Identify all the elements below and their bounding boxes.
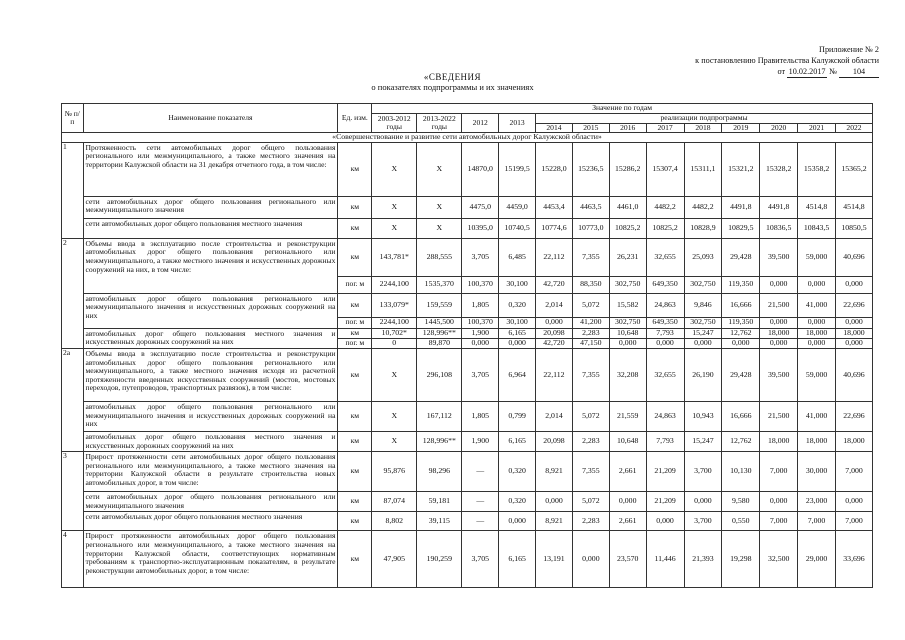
table-row xyxy=(62,492,873,512)
header-year: 2022 xyxy=(836,123,873,133)
value-cell: 0,000 xyxy=(760,317,798,328)
value-cell: 15236,5 xyxy=(572,142,609,196)
value-cell: 21,393 xyxy=(684,531,722,588)
value-cell: 23,570 xyxy=(609,531,646,588)
value-cell: 59,000 xyxy=(798,238,836,276)
value-cell: 1,900 xyxy=(462,328,499,338)
value-cell: 4463,5 xyxy=(572,196,609,218)
value-cell: 133,079* xyxy=(372,293,417,317)
value-cell: 2,661 xyxy=(609,452,646,492)
value-cell: 10,648 xyxy=(609,328,646,338)
value-cell: 7,355 xyxy=(572,238,609,276)
header-year: 2012 xyxy=(462,114,499,133)
value-cell: 42,720 xyxy=(536,339,573,349)
table-row xyxy=(62,293,873,317)
value-cell: 18,000 xyxy=(760,431,798,451)
value-cell: 32,655 xyxy=(646,238,684,276)
value-cell: 10825,2 xyxy=(646,218,684,238)
value-cell: X xyxy=(372,218,417,238)
value-cell: X xyxy=(372,431,417,451)
header-year: 2020 xyxy=(760,123,798,133)
value-cell: 15358,2 xyxy=(798,142,836,196)
value-cell: 4491,8 xyxy=(722,196,760,218)
value-cell: 0,000 xyxy=(798,339,836,349)
value-cell: 15328,2 xyxy=(760,142,798,196)
value-cell: X xyxy=(372,142,417,196)
value-cell: 39,500 xyxy=(760,238,798,276)
value-cell: 296,108 xyxy=(417,348,462,401)
value-cell: 41,000 xyxy=(798,401,836,431)
value-cell: 5,072 xyxy=(572,401,609,431)
value-cell: 15,247 xyxy=(684,431,722,451)
value-cell: 6,964 xyxy=(499,348,536,401)
indicator-name: автомобильных дорог общего пользования местного значения и искусственных дорожных сооружений на них xyxy=(83,431,338,451)
value-cell: 302,750 xyxy=(609,276,646,293)
value-cell: 6,165 xyxy=(499,531,536,588)
header-realization: реализации подпрограммы xyxy=(536,114,873,124)
value-cell: 10836,5 xyxy=(760,218,798,238)
value-cell: 22,112 xyxy=(536,238,573,276)
value-cell: 5,072 xyxy=(572,293,609,317)
value-cell: 10,648 xyxy=(609,431,646,451)
value-cell: 0,000 xyxy=(609,492,646,512)
table-row xyxy=(62,142,873,196)
appendix-resolution: к постановлению Правительства Калужской области xyxy=(695,56,879,65)
value-cell: 190,259 xyxy=(417,531,462,588)
value-cell: 2,014 xyxy=(536,401,573,431)
value-cell: 0,000 xyxy=(836,492,873,512)
unit-cell: пог. м xyxy=(338,317,372,328)
value-cell: 24,863 xyxy=(646,401,684,431)
value-cell: 1,805 xyxy=(462,293,499,317)
value-cell: 32,500 xyxy=(760,531,798,588)
value-cell: 2,283 xyxy=(572,512,609,531)
value-cell: 8,921 xyxy=(536,452,573,492)
value-cell: 14870,0 xyxy=(462,142,499,196)
header-year: 2018 xyxy=(684,123,722,133)
section-title: «Совершенствование и развитие сети автомобильных дорог Калужской области» xyxy=(62,133,873,143)
unit-cell: км xyxy=(338,492,372,512)
row-number: 1 xyxy=(62,142,84,238)
value-cell: 24,863 xyxy=(646,293,684,317)
value-cell: 22,696 xyxy=(836,401,873,431)
unit-cell: пог. м xyxy=(338,276,372,293)
table-row xyxy=(62,328,873,338)
header-year: 2013 xyxy=(499,114,536,133)
value-cell: 21,209 xyxy=(646,452,684,492)
value-cell: 8,802 xyxy=(372,512,417,531)
indicator-name: Протяженность сети автомобильных дорог общего пользования регионального или межмуниципального, а также местного значения на территории Калужской области на 31 декабря отчетного года, в том числе: xyxy=(83,142,338,196)
value-cell: 15307,4 xyxy=(646,142,684,196)
value-cell: 15365,2 xyxy=(836,142,873,196)
value-cell: 143,781* xyxy=(372,238,417,276)
header-unit: Ед. изм. xyxy=(338,104,372,133)
header-year: 2021 xyxy=(798,123,836,133)
row-number: 3 xyxy=(62,452,84,531)
value-cell: 10,943 xyxy=(684,401,722,431)
value-cell: 20,098 xyxy=(536,328,573,338)
value-cell: 0,000 xyxy=(462,339,499,349)
value-cell: — xyxy=(462,512,499,531)
table-row xyxy=(62,218,873,238)
value-cell: 10773,0 xyxy=(572,218,609,238)
value-cell: 21,500 xyxy=(760,401,798,431)
unit-cell: км xyxy=(338,196,372,218)
value-cell: 10774,6 xyxy=(536,218,573,238)
value-cell: 4491,8 xyxy=(760,196,798,218)
value-cell: 12,762 xyxy=(722,431,760,451)
value-cell: 47,150 xyxy=(572,339,609,349)
indicator-name: автомобильных дорог общего пользования регионального или межмуниципального значения и искусственных дорожных сооружений на них xyxy=(83,401,338,431)
value-cell: 100,370 xyxy=(462,317,499,328)
value-cell: 2,014 xyxy=(536,293,573,317)
unit-cell: км xyxy=(338,512,372,531)
value-cell: 32,208 xyxy=(609,348,646,401)
header-values-by-year: Значение по годам xyxy=(372,104,873,114)
value-cell: 0,000 xyxy=(836,276,873,293)
value-cell: 649,350 xyxy=(646,276,684,293)
value-cell: 98,296 xyxy=(417,452,462,492)
value-cell: 19,298 xyxy=(722,531,760,588)
value-cell: 12,762 xyxy=(722,328,760,338)
value-cell: 32,655 xyxy=(646,348,684,401)
value-cell: 2244,100 xyxy=(372,276,417,293)
value-cell: 2,661 xyxy=(609,512,646,531)
document-title: «СВЕДЕНИЯ xyxy=(423,72,482,82)
value-cell: 10825,2 xyxy=(609,218,646,238)
value-cell: 4514,8 xyxy=(798,196,836,218)
value-cell: 30,000 xyxy=(798,452,836,492)
value-cell: 0,000 xyxy=(760,492,798,512)
value-cell: 6,485 xyxy=(499,238,536,276)
value-cell: 7,000 xyxy=(760,452,798,492)
unit-cell: км xyxy=(338,531,372,588)
value-cell: 302,750 xyxy=(609,317,646,328)
indicator-name: Объемы ввода в эксплуатацию после строительства и реконструкции автомобильных дорог общего пользования регионального или межмуниципального, а также местного значения исходя из расчетной протяженности введенных искусственных сооружений (мостов, мостовых переходов, путепроводов, транспортных развязок), в том числе: xyxy=(83,348,338,401)
value-cell: 18,000 xyxy=(798,431,836,451)
value-cell: 3,700 xyxy=(684,452,722,492)
value-cell: 21,209 xyxy=(646,492,684,512)
value-cell: X xyxy=(372,196,417,218)
unit-cell: км xyxy=(338,348,372,401)
value-cell: 6,165 xyxy=(499,328,536,338)
value-cell: 302,750 xyxy=(684,276,722,293)
value-cell: 10,702* xyxy=(372,328,417,338)
value-cell: 4482,2 xyxy=(684,196,722,218)
value-cell: 23,000 xyxy=(798,492,836,512)
unit-cell: пог. м xyxy=(338,339,372,349)
value-cell: 15286,2 xyxy=(609,142,646,196)
value-cell: 10829,5 xyxy=(722,218,760,238)
appendix-date-line: от 10.02.2017 № 104 xyxy=(695,66,879,78)
value-cell: 26,231 xyxy=(609,238,646,276)
document-subtitle: о показателях подпрограммы и их значениях xyxy=(371,82,534,92)
value-cell: 128,996** xyxy=(417,431,462,451)
value-cell: 0,000 xyxy=(499,512,536,531)
header-year: 2017 xyxy=(646,123,684,133)
value-cell: 47,905 xyxy=(372,531,417,588)
value-cell: 10850,5 xyxy=(836,218,873,238)
value-cell: 11,446 xyxy=(646,531,684,588)
table-row xyxy=(62,401,873,431)
row-number: 4 xyxy=(62,531,84,588)
value-cell: 1535,370 xyxy=(417,276,462,293)
value-cell: 1,805 xyxy=(462,401,499,431)
value-cell: 0,320 xyxy=(499,293,536,317)
value-cell: 59,000 xyxy=(798,348,836,401)
value-cell: 95,876 xyxy=(372,452,417,492)
value-cell: X xyxy=(417,196,462,218)
value-cell: 15199,5 xyxy=(499,142,536,196)
appendix-number: 104 xyxy=(839,66,879,78)
value-cell: 0,550 xyxy=(722,512,760,531)
value-cell: 649,350 xyxy=(646,317,684,328)
value-cell: 0,000 xyxy=(499,339,536,349)
value-cell: 15321,2 xyxy=(722,142,760,196)
value-cell: 9,846 xyxy=(684,293,722,317)
row-number: 2а xyxy=(62,348,84,451)
value-cell: 159,559 xyxy=(417,293,462,317)
indicator-name: сети автомобильных дорог общего пользования регионального или межмуниципального значения xyxy=(83,196,338,218)
value-cell: 40,696 xyxy=(836,348,873,401)
value-cell: — xyxy=(462,452,499,492)
value-cell: 21,500 xyxy=(760,293,798,317)
value-cell: 0,000 xyxy=(646,512,684,531)
indicator-name: автомобильных дорог общего пользования местного значения и искусственных дорожных сооружений на них xyxy=(83,328,338,348)
value-cell: 7,355 xyxy=(572,452,609,492)
header-num: № п/п xyxy=(62,104,84,133)
indicator-name: Прирост протяженности автомобильных дорог общего пользования регионального или межмуниципального, а также местного значения на территории Калужской области, соответствующих нормативным требованиям к транспортно-эксплуатационным показателям, в результате реконструкции автомобильных дорог, в том числе: xyxy=(83,531,338,588)
header-year: 2013-2022 годы xyxy=(417,114,462,133)
header-year: 2014 xyxy=(536,123,573,133)
value-cell: 7,000 xyxy=(836,512,873,531)
value-cell: 0,000 xyxy=(684,339,722,349)
value-cell: 0,000 xyxy=(609,339,646,349)
header-year: 2019 xyxy=(722,123,760,133)
value-cell: 1,900 xyxy=(462,431,499,451)
value-cell: 10843,5 xyxy=(798,218,836,238)
value-cell: 30,100 xyxy=(499,317,536,328)
value-cell: X xyxy=(417,218,462,238)
value-cell: 7,355 xyxy=(572,348,609,401)
value-cell: X xyxy=(372,401,417,431)
table-row xyxy=(62,431,873,451)
value-cell: 0,000 xyxy=(798,317,836,328)
value-cell: 3,700 xyxy=(684,512,722,531)
header-year: 2015 xyxy=(572,123,609,133)
value-cell: 40,696 xyxy=(836,238,873,276)
value-cell: 39,115 xyxy=(417,512,462,531)
appendix-title: Приложение № 2 xyxy=(819,45,879,54)
value-cell: 22,112 xyxy=(536,348,573,401)
table-row xyxy=(62,531,873,588)
value-cell: 0,799 xyxy=(499,401,536,431)
value-cell: 18,000 xyxy=(836,328,873,338)
value-cell: 29,428 xyxy=(722,238,760,276)
value-cell: 119,350 xyxy=(722,276,760,293)
value-cell: 29,000 xyxy=(798,531,836,588)
value-cell: 1445,500 xyxy=(417,317,462,328)
value-cell: 0,000 xyxy=(722,339,760,349)
value-cell: 20,098 xyxy=(536,431,573,451)
value-cell: 119,350 xyxy=(722,317,760,328)
value-cell: 2244,100 xyxy=(372,317,417,328)
value-cell: 128,996** xyxy=(417,328,462,338)
value-cell: 89,870 xyxy=(417,339,462,349)
unit-cell: км xyxy=(338,142,372,196)
value-cell: 10395,0 xyxy=(462,218,499,238)
indicators-table xyxy=(61,103,873,588)
value-cell: 18,000 xyxy=(798,328,836,338)
value-cell: 4482,2 xyxy=(646,196,684,218)
value-cell: 7,000 xyxy=(760,512,798,531)
value-cell: 26,190 xyxy=(684,348,722,401)
value-cell: 15311,1 xyxy=(684,142,722,196)
value-cell: 41,200 xyxy=(572,317,609,328)
table-row xyxy=(62,348,873,401)
indicator-name: Прирост протяженности сети автомобильных дорог общего пользования регионального или межмуниципального, а также местного значения на территории Калужской области в результате строительства новых автомобильных дорог, в том числе: xyxy=(83,452,338,492)
value-cell: 87,074 xyxy=(372,492,417,512)
value-cell: 15,582 xyxy=(609,293,646,317)
value-cell: 0,000 xyxy=(836,317,873,328)
value-cell: 3,705 xyxy=(462,238,499,276)
indicator-name: сети автомобильных дорог общего пользования местного значения xyxy=(83,512,338,531)
value-cell: 15,247 xyxy=(684,328,722,338)
value-cell: 6,165 xyxy=(499,431,536,451)
header-year: 2003-2012 годы xyxy=(372,114,417,133)
value-cell: 7,793 xyxy=(646,431,684,451)
value-cell: 7,000 xyxy=(836,452,873,492)
value-cell: 88,350 xyxy=(572,276,609,293)
value-cell: 16,666 xyxy=(722,401,760,431)
header-name: Наименование показателя xyxy=(83,104,338,133)
indicator-name: сети автомобильных дорог общего пользования местного значения xyxy=(83,218,338,238)
value-cell: 2,283 xyxy=(572,328,609,338)
value-cell: 0,000 xyxy=(760,339,798,349)
value-cell: 0,000 xyxy=(760,276,798,293)
value-cell: 10740,5 xyxy=(499,218,536,238)
value-cell: 10,130 xyxy=(722,452,760,492)
value-cell: 29,428 xyxy=(722,348,760,401)
value-cell: 288,555 xyxy=(417,238,462,276)
value-cell: X xyxy=(417,142,462,196)
unit-cell: км xyxy=(338,328,372,338)
table-row xyxy=(62,196,873,218)
value-cell: 0,000 xyxy=(536,492,573,512)
value-cell: 7,793 xyxy=(646,328,684,338)
value-cell: 33,696 xyxy=(836,531,873,588)
value-cell: 0 xyxy=(372,339,417,349)
unit-cell: км xyxy=(338,401,372,431)
value-cell: 39,500 xyxy=(760,348,798,401)
value-cell: — xyxy=(462,492,499,512)
value-cell: 5,072 xyxy=(572,492,609,512)
value-cell: 0,000 xyxy=(798,276,836,293)
unit-cell: км xyxy=(338,431,372,451)
value-cell: 22,696 xyxy=(836,293,873,317)
value-cell: 41,000 xyxy=(798,293,836,317)
value-cell: 3,705 xyxy=(462,531,499,588)
unit-cell: км xyxy=(338,293,372,317)
value-cell: 4461,0 xyxy=(609,196,646,218)
unit-cell: км xyxy=(338,238,372,276)
value-cell: 10828,9 xyxy=(684,218,722,238)
value-cell: 0,000 xyxy=(646,339,684,349)
value-cell: 0,000 xyxy=(684,492,722,512)
unit-cell: км xyxy=(338,452,372,492)
value-cell: 0,000 xyxy=(572,531,609,588)
table-row xyxy=(62,452,873,492)
value-cell: 13,191 xyxy=(536,531,573,588)
indicator-name: автомобильных дорог общего пользования регионального или межмуниципального значения и искусственных дорожных сооружений на них xyxy=(83,293,338,328)
value-cell: 3,705 xyxy=(462,348,499,401)
value-cell: 0,320 xyxy=(499,452,536,492)
value-cell: 4459,0 xyxy=(499,196,536,218)
value-cell: 25,093 xyxy=(684,238,722,276)
value-cell: 7,000 xyxy=(798,512,836,531)
value-cell: 15228,0 xyxy=(536,142,573,196)
value-cell: 0,320 xyxy=(499,492,536,512)
table-row xyxy=(62,238,873,276)
value-cell: 9,580 xyxy=(722,492,760,512)
value-cell: 4453,4 xyxy=(536,196,573,218)
table-row xyxy=(62,512,873,531)
appendix-date: 10.02.2017 xyxy=(788,67,826,76)
value-cell: 21,559 xyxy=(609,401,646,431)
unit-cell: км xyxy=(338,218,372,238)
indicator-name: Объемы ввода в эксплуатацию после строительства и реконструкции автомобильных дорог общего пользования регионального или межмуниципального, а также местного значения и искусственных дорожных сооружений на них, в том числе: xyxy=(83,238,338,293)
indicator-name: сети автомобильных дорог общего пользования регионального или межмуниципального значения xyxy=(83,492,338,512)
value-cell: 4514,8 xyxy=(836,196,873,218)
value-cell: 18,000 xyxy=(760,328,798,338)
value-cell: 4475,0 xyxy=(462,196,499,218)
row-number: 2 xyxy=(62,238,84,348)
value-cell: 42,720 xyxy=(536,276,573,293)
value-cell: 2,283 xyxy=(572,431,609,451)
value-cell: X xyxy=(372,348,417,401)
value-cell: 8,921 xyxy=(536,512,573,531)
value-cell: 100,370 xyxy=(462,276,499,293)
value-cell: 18,000 xyxy=(836,431,873,451)
value-cell: 30,100 xyxy=(499,276,536,293)
value-cell: 0,000 xyxy=(836,339,873,349)
header-year: 2016 xyxy=(609,123,646,133)
value-cell: 59,181 xyxy=(417,492,462,512)
value-cell: 0,000 xyxy=(536,317,573,328)
value-cell: 16,666 xyxy=(722,293,760,317)
value-cell: 167,112 xyxy=(417,401,462,431)
value-cell: 302,750 xyxy=(684,317,722,328)
